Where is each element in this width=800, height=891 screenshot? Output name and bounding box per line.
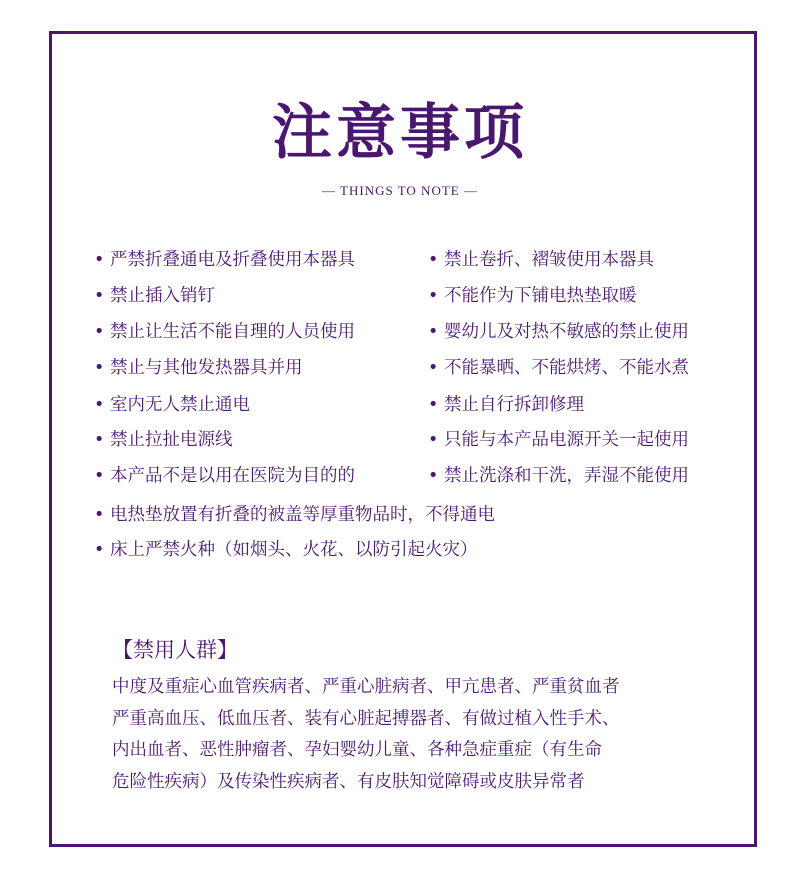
note-item: • 禁止洗涤和干洗，弄湿不能使用 [428,464,689,488]
note-item: • 只能与本产品电源开关一起使用 [428,428,689,452]
prohibited-line: 严重高血压、低血压者、装有心脏起搏器者、有做过植入性手术、 [112,708,620,729]
note-item: • 床上严禁火种（如烟头、火花、以防引起火灾） [94,538,478,562]
note-item: • 禁止让生活不能自理的人员使用 [94,320,355,344]
note-item: • 禁止卷折、褶皱使用本器具 [428,248,654,272]
note-item: • 严禁折叠通电及折叠使用本器具 [94,248,355,272]
prohibited-line: 危险性疾病）及传染性疾病者、有皮肤知觉障碍或皮肤异常者 [112,771,585,792]
page-title: 注意事项 [272,98,528,168]
note-item: • 不能暴晒、不能烘烤、不能水煮 [428,356,689,380]
note-item: • 禁止与其他发热器具并用 [94,356,303,380]
note-item: • 本产品不是以用在医院为目的的 [94,464,355,488]
prohibited-heading: 【禁用人群】 [112,638,238,662]
note-item: • 室内无人禁止通电 [94,393,250,417]
note-item: • 电热垫放置有折叠的被盖等厚重物品时，不得通电 [94,503,495,527]
note-item: • 禁止拉扯电源线 [94,428,233,452]
prohibited-line: 中度及重症心血管疾病者、严重心脏病者、甲亢患者、严重贫血者 [112,677,620,697]
prohibited-paragraph [112,672,732,798]
prohibited-line: 内出血者、恶性肿瘤者、孕妇婴幼儿童、各种急症重症（有生命 [112,740,602,760]
page-subtitle: — THINGS TO NOTE — [322,183,478,198]
note-item: • 婴幼儿及对热不敏感的禁止使用 [428,320,689,344]
note-item: • 不能作为下铺电热垫取暖 [428,284,637,308]
note-item: • 禁止插入销钉 [94,284,215,308]
note-item: • 禁止自行拆卸修理 [428,393,584,417]
